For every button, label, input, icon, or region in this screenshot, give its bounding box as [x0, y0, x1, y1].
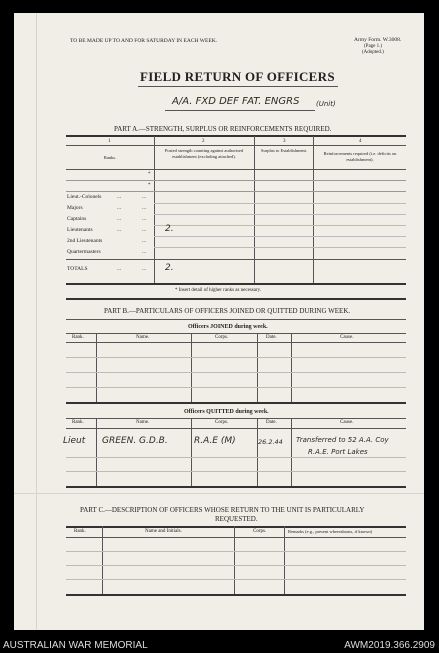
col-header-corps: Corps.	[215, 335, 229, 340]
unit-underline	[165, 110, 315, 111]
part-c-title-line2: REQUESTED.	[215, 515, 258, 523]
col-header-name: Name.	[136, 420, 150, 425]
quitted-title: Officers QUITTED during week.	[184, 409, 269, 415]
col-header-date: Date.	[266, 335, 277, 340]
col-number: 4	[359, 139, 362, 144]
rank-dots: ...	[117, 266, 122, 272]
rank-label: Lieutenants	[67, 227, 93, 233]
rank-dots: ...	[142, 249, 147, 255]
footer-accession-number: AWM2019.366.2909	[344, 640, 435, 651]
col-header-reinforcements: Reinforcements required (i.e. deficits on establishment).	[323, 151, 397, 162]
col-header-ranks: Ranks.	[103, 155, 117, 160]
divider	[66, 135, 406, 137]
col-header-cause: Cause.	[340, 420, 354, 425]
quitted-date: 26.2.44	[258, 438, 283, 446]
col-header-rank: Rank.	[72, 335, 84, 340]
quitted-rank: Lieut	[63, 436, 86, 446]
col-header-cause: Cause.	[340, 335, 354, 340]
rank-dots: ...	[142, 194, 147, 200]
rank-dots: ...	[142, 266, 147, 272]
joined-title: Officers JOINED during week.	[188, 324, 268, 330]
rank-dots: ...	[117, 194, 122, 200]
totals-count: 2.	[165, 263, 174, 273]
col-header-corps: Corps.	[215, 420, 229, 425]
quitted-corps: R.A.E (M)	[194, 436, 236, 446]
part-c-title: PART C.—DESCRIPTION OF OFFICERS WHOSE RETURN TO THE UNIT IS PARTICULARLY	[80, 506, 365, 514]
part-a-title: PART A.—STRENGTH, SURPLUS OR REINFORCEMENTS REQUIRED.	[114, 125, 332, 133]
col-header-rank: Rank.	[74, 529, 86, 534]
quitted-cause-line2: R.A.E. Port Lakes	[308, 448, 368, 456]
col-header-corps: Corps.	[253, 529, 267, 534]
col-number: 2	[202, 139, 205, 144]
col-number: 3	[283, 139, 286, 144]
footer-institution: AUSTRALIAN WAR MEMORIAL	[3, 640, 148, 651]
col-header-remarks: Remarks (e.g., present whereabouts, if known)	[288, 529, 373, 534]
col-header-name: Name.	[136, 335, 150, 340]
col-header-date: Date.	[266, 420, 277, 425]
lieutenants-count: 2.	[165, 224, 174, 234]
col-header-rank: Rank.	[72, 420, 84, 425]
col-header-name-initials: Name and Initials.	[145, 529, 182, 534]
rank-dots: ...	[117, 205, 122, 211]
rank-dots: ...	[117, 227, 122, 233]
col-number: 1	[108, 139, 111, 144]
form-page: (Page 1.)	[364, 44, 383, 49]
rank-dots: ...	[142, 227, 147, 233]
star-marker: *	[148, 183, 151, 188]
fold-line	[36, 13, 37, 630]
quitted-name: GREEN. G.D.B.	[102, 436, 168, 446]
rank-label: Captains	[67, 216, 87, 222]
fold-line	[14, 493, 424, 494]
form-number: Army Form. W.3008.	[354, 37, 402, 43]
col-header-surplus: Surplus to Establishment.	[260, 148, 308, 153]
part-b-title: PART B.—PARTICULARS OF OFFICERS JOINED OR QUITTED DURING WEEK.	[104, 307, 351, 315]
unit-label: (Unit)	[316, 100, 336, 108]
rank-dots: ...	[117, 216, 122, 222]
rank-dots: ...	[142, 238, 147, 244]
title-underline	[138, 86, 338, 87]
rank-label: Majors	[67, 205, 83, 211]
totals-label: TOTALS	[67, 266, 88, 272]
col-header-posted-strength: Posted strength counting against authorised establishment (excluding attached).	[164, 148, 244, 159]
rank-label: 2nd Lieutenants	[67, 238, 103, 244]
rank-label: Quartermasters	[67, 249, 101, 255]
unit-handwritten: A/A. FXD DEF FAT. ENGRS	[172, 96, 300, 107]
rank-label: Lieut.-Colonels	[67, 194, 102, 200]
form-adopted: (Adopted.)	[362, 50, 384, 55]
quitted-cause: Transferred to 52 A.A. Coy	[296, 436, 389, 444]
page-title: FIELD RETURN OF OFFICERS	[140, 69, 335, 84]
footnote: * Insert detail of higher ranks as necessary.	[175, 288, 262, 293]
form-instruction: TO BE MADE UP TO AND FOR SATURDAY IN EACH WEEK.	[70, 38, 218, 44]
rank-dots: ...	[142, 205, 147, 211]
star-marker: *	[148, 172, 151, 177]
rank-dots: ...	[142, 216, 147, 222]
